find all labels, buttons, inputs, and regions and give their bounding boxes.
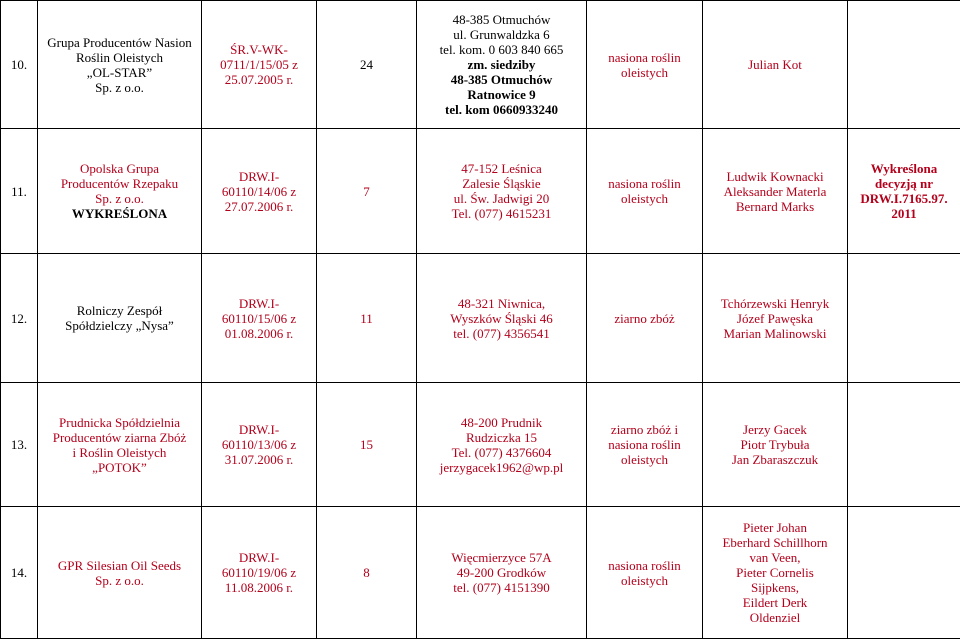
note-year: 2011 <box>850 206 958 221</box>
note <box>848 254 960 383</box>
row-number: 13. <box>1 383 38 507</box>
product-type: nasiona roślin oleistych <box>587 1 703 129</box>
table-row <box>1 383 960 507</box>
row-number: 12. <box>1 254 38 383</box>
address: 48-321 Niwnica, Wyszków Śląski 46 tel. (077) 4356541 <box>417 254 587 383</box>
decision-number: DRW.I- 60110/19/06 z 11.08.2006 r. <box>202 507 317 639</box>
address: 47-152 Leśnica Zalesie Śląskie ul. Św. Jadwigi 20 Tel. (077) 4615231 <box>417 129 587 254</box>
address-changed: zm. siedziby 48-385 Otmuchów Ratnowice 9 tel. kom 0660933240 <box>419 57 584 117</box>
row-number: 11. <box>1 129 38 254</box>
address-original: 48-385 Otmuchów ul. Grunwaldzka 6 tel. kom. 0 603 840 665 <box>419 12 584 57</box>
table-row <box>1 1 960 129</box>
board-members: Jerzy Gacek Piotr Trybuła Jan Zbaraszczuk <box>703 383 848 507</box>
group-name: Opolska Grupa Producentów Rzepaku Sp. z o.o. <box>40 161 199 206</box>
group-name: Prudnicka Spółdzielnia Producentów ziarna Zbóż i Roślin Oleistych „POTOK” <box>38 383 202 507</box>
decision-number: DRW.I- 60110/14/06 z 27.07.2006 r. <box>202 129 317 254</box>
deleted-label: WYKREŚLONA <box>40 206 199 221</box>
product-type: nasiona roślin oleistych <box>587 507 703 639</box>
group-name-cell <box>38 129 202 254</box>
address: Więcmierzyce 57A 49-200 Grodków tel. (077) 4151390 <box>417 507 587 639</box>
board-members: Julian Kot <box>703 1 848 129</box>
group-name: Grupa Producentów Nasion Roślin Oleistych „OL-STAR” Sp. z o.o. <box>38 1 202 129</box>
note: Wykreślona decyzją nr DRW.I.7165.97. <box>850 161 958 206</box>
board-members: Tchórzewski Henryk Józef Pawęska Marian Malinowski <box>703 254 848 383</box>
member-count: 24 <box>317 1 417 129</box>
product-type: nasiona roślin oleistych <box>587 129 703 254</box>
address: 48-200 Prudnik Rudziczka 15 Tel. (077) 4376604 jerzygacek1962@wp.pl <box>417 383 587 507</box>
row-number: 10. <box>1 1 38 129</box>
decision-number: DRW.I- 60110/13/06 z 31.07.2006 r. <box>202 383 317 507</box>
note-cell <box>848 129 960 254</box>
member-count: 15 <box>317 383 417 507</box>
row-number: 14. <box>1 507 38 639</box>
table-row <box>1 507 960 639</box>
table-row <box>1 129 960 254</box>
board-members: Pieter Johan Eberhard Schillhorn van Veen, Pieter Cornelis Sijpkens, Eildert Derk Oldenziel <box>703 507 848 639</box>
member-count: 7 <box>317 129 417 254</box>
table-row <box>1 254 960 383</box>
board-members: Ludwik Kownacki Aleksander Materla Bernard Marks <box>703 129 848 254</box>
product-type: ziarno zbóż i nasiona roślin oleistych <box>587 383 703 507</box>
note <box>848 383 960 507</box>
note <box>848 1 960 129</box>
note <box>848 507 960 639</box>
member-count: 11 <box>317 254 417 383</box>
group-name: GPR Silesian Oil Seeds Sp. z o.o. <box>38 507 202 639</box>
decision-number: DRW.I- 60110/15/06 z 01.08.2006 r. <box>202 254 317 383</box>
member-count: 8 <box>317 507 417 639</box>
group-name: Rolniczy Zespół Spółdzielczy „Nysa” <box>38 254 202 383</box>
product-type: ziarno zbóż <box>587 254 703 383</box>
address-cell <box>417 1 587 129</box>
decision-number: ŚR.V-WK- 0711/1/15/05 z 25.07.2005 r. <box>202 1 317 129</box>
